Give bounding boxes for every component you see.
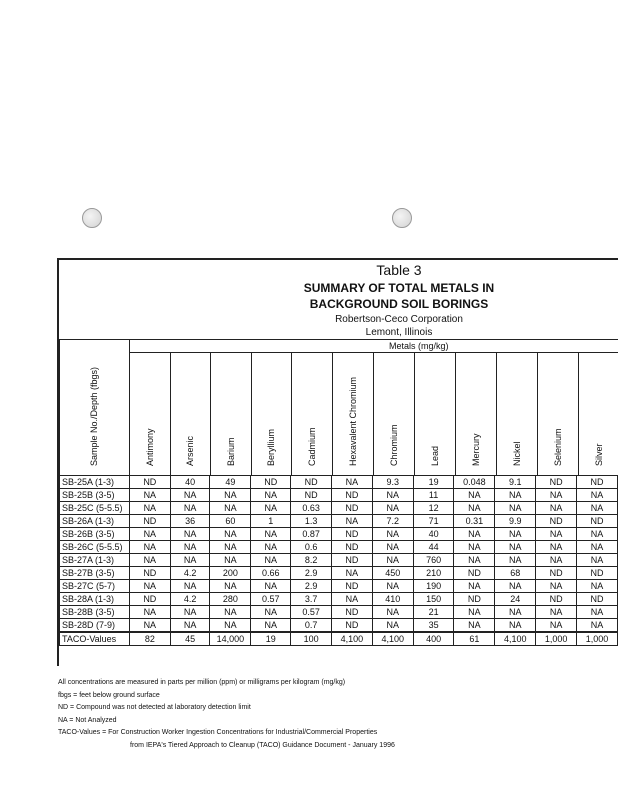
value-cell: 9.1 <box>495 476 536 489</box>
column-header-barium <box>224 356 238 466</box>
value-cell: NA <box>210 541 251 554</box>
header-column-divider <box>537 353 538 475</box>
value-cell: 100 <box>291 632 332 646</box>
sample-id-cell: SB-28D (7-9) <box>60 619 130 633</box>
table-title-line1: SUMMARY OF TOTAL METALS IN <box>303 281 495 295</box>
value-cell: 8.2 <box>291 554 332 567</box>
value-cell: 0.6 <box>291 541 332 554</box>
value-cell: 0.7 <box>291 619 332 633</box>
value-cell: 0.57 <box>291 606 332 619</box>
column-header-antimony <box>143 356 157 466</box>
value-cell: NA <box>129 554 170 567</box>
value-cell: NA <box>454 554 495 567</box>
value-cell: NA <box>577 619 618 633</box>
note-taco: TACO-Values = For Construction Worker Ingestion Concentrations for Industrial/Commercial Properties <box>58 729 378 736</box>
value-cell: NA <box>536 580 577 593</box>
value-cell: 68 <box>495 567 536 580</box>
header-column-divider <box>455 353 456 475</box>
header-column-divider <box>129 340 130 475</box>
value-cell: NA <box>454 489 495 502</box>
value-cell: 280 <box>210 593 251 606</box>
value-cell: 14,000 <box>210 632 251 646</box>
column-header-lead <box>428 356 442 466</box>
value-cell: ND <box>291 476 332 489</box>
column-header-label: Nickel <box>511 441 522 466</box>
value-cell: 71 <box>413 515 454 528</box>
sample-id-cell: SB-25A (1-3) <box>60 476 130 489</box>
value-cell: NA <box>210 489 251 502</box>
value-cell: NA <box>536 528 577 541</box>
value-cell: NA <box>210 554 251 567</box>
header-column-divider <box>373 353 374 475</box>
column-header-chromium <box>387 356 401 466</box>
value-cell: NA <box>210 580 251 593</box>
column-header-label: Barium <box>225 437 236 466</box>
value-cell: 40 <box>413 528 454 541</box>
sample-id-cell: SB-27B (3-5) <box>60 567 130 580</box>
value-cell: ND <box>536 567 577 580</box>
value-cell: NA <box>251 554 291 567</box>
column-header-label: Hexavalent Chromium <box>347 376 358 466</box>
value-cell: 4,100 <box>372 632 413 646</box>
value-cell: NA <box>129 541 170 554</box>
value-cell: 35 <box>413 619 454 633</box>
value-cell: NA <box>372 502 413 515</box>
value-cell: ND <box>577 476 618 489</box>
value-cell: ND <box>577 593 618 606</box>
value-cell: ND <box>129 515 170 528</box>
header-column-divider <box>496 353 497 475</box>
value-cell: NA <box>577 580 618 593</box>
value-cell: NA <box>251 502 291 515</box>
value-cell: ND <box>332 619 373 633</box>
metals-table <box>59 475 618 646</box>
value-cell: 0.87 <box>291 528 332 541</box>
value-cell: NA <box>332 476 373 489</box>
value-cell: ND <box>332 489 373 502</box>
sample-id-cell: SB-28A (1-3) <box>60 593 130 606</box>
value-cell: NA <box>454 619 495 633</box>
value-cell: 2.9 <box>291 567 332 580</box>
value-cell: 3.7 <box>291 593 332 606</box>
value-cell: NA <box>251 619 291 633</box>
column-header-label: Mercury <box>470 433 481 466</box>
column-header-sample <box>87 346 101 466</box>
column-header-label: Antimony <box>144 428 155 466</box>
value-cell: NA <box>129 580 170 593</box>
value-cell: ND <box>251 476 291 489</box>
value-cell: NA <box>495 489 536 502</box>
table-sheet <box>57 258 618 666</box>
table-row <box>60 554 618 567</box>
value-cell: NA <box>577 528 618 541</box>
value-cell: 7.2 <box>372 515 413 528</box>
value-cell: 1 <box>251 515 291 528</box>
sample-id-cell: SB-28B (3-5) <box>60 606 130 619</box>
value-cell: NA <box>170 580 210 593</box>
value-cell: NA <box>536 502 577 515</box>
value-cell: 4,100 <box>495 632 536 646</box>
value-cell: NA <box>251 606 291 619</box>
header-column-divider <box>210 353 211 475</box>
value-cell: 24 <box>495 593 536 606</box>
value-cell: NA <box>210 502 251 515</box>
value-cell: 200 <box>210 567 251 580</box>
value-cell: NA <box>170 619 210 633</box>
value-cell: NA <box>454 502 495 515</box>
value-cell: 4,100 <box>332 632 373 646</box>
value-cell: ND <box>332 554 373 567</box>
value-cell: NA <box>170 502 210 515</box>
value-cell: 1.3 <box>291 515 332 528</box>
value-cell: NA <box>372 554 413 567</box>
value-cell: NA <box>129 606 170 619</box>
value-cell: 150 <box>413 593 454 606</box>
company-name: Robertson-Ceco Corporation <box>335 314 463 325</box>
value-cell: NA <box>372 606 413 619</box>
value-cell: NA <box>577 502 618 515</box>
value-cell: 4.2 <box>170 593 210 606</box>
sample-id-cell: SB-26B (3-5) <box>60 528 130 541</box>
value-cell: NA <box>536 619 577 633</box>
value-cell: ND <box>129 593 170 606</box>
header-divider <box>59 339 618 340</box>
value-cell: 11 <box>413 489 454 502</box>
value-cell: NA <box>251 528 291 541</box>
value-cell: 0.048 <box>454 476 495 489</box>
column-header-label: Lead <box>429 445 440 466</box>
sample-id-cell: SB-27C (5-7) <box>60 580 130 593</box>
value-cell: NA <box>170 541 210 554</box>
value-cell: ND <box>577 567 618 580</box>
note-units: All concentrations are measured in parts per million (ppm) or milligrams per kilogram (mg/kg) <box>58 679 346 686</box>
value-cell: NA <box>129 528 170 541</box>
sample-id-cell: SB-26A (1-3) <box>60 515 130 528</box>
value-cell: 61 <box>454 632 495 646</box>
value-cell: NA <box>210 619 251 633</box>
table-row <box>60 502 618 515</box>
value-cell: NA <box>536 489 577 502</box>
value-cell: 0.31 <box>454 515 495 528</box>
value-cell: NA <box>170 489 210 502</box>
value-cell: 9.9 <box>495 515 536 528</box>
column-header-nickel <box>510 356 524 466</box>
value-cell: NA <box>210 606 251 619</box>
table-notes <box>58 677 395 752</box>
value-cell: ND <box>536 593 577 606</box>
value-cell: NA <box>577 489 618 502</box>
value-cell: NA <box>495 619 536 633</box>
value-cell: NA <box>372 619 413 633</box>
value-cell: 450 <box>372 567 413 580</box>
value-cell: 4.2 <box>170 567 210 580</box>
column-header-label: Silver <box>593 443 604 466</box>
value-cell: NA <box>577 606 618 619</box>
value-cell: NA <box>332 515 373 528</box>
value-cell: 60 <box>210 515 251 528</box>
value-cell: NA <box>170 554 210 567</box>
table-row <box>60 541 618 554</box>
column-header-beryllium <box>264 356 278 466</box>
column-header-mercury <box>469 356 483 466</box>
note-nd: ND = Compound was not detected at laboratory detection limit <box>58 704 251 711</box>
sample-id-cell: SB-25C (5-5.5) <box>60 502 130 515</box>
value-cell: NA <box>454 580 495 593</box>
value-cell: 0.63 <box>291 502 332 515</box>
value-cell: NA <box>495 541 536 554</box>
value-cell: 0.57 <box>251 593 291 606</box>
value-cell: NA <box>495 606 536 619</box>
taco-values-row <box>60 632 618 646</box>
metals-group-label: Metals (mg/kg) <box>389 341 449 351</box>
value-cell: 49 <box>210 476 251 489</box>
column-header-arsenic <box>183 356 197 466</box>
value-cell: 19 <box>413 476 454 489</box>
column-header-label: Arsenic <box>185 435 195 466</box>
value-cell: ND <box>454 593 495 606</box>
value-cell: NA <box>129 619 170 633</box>
column-header-hexavalent-chromium <box>346 356 360 466</box>
value-cell: 0.66 <box>251 567 291 580</box>
column-header-label: Selenium <box>552 428 563 466</box>
value-cell: NA <box>495 580 536 593</box>
value-cell: ND <box>129 476 170 489</box>
value-cell: NA <box>495 554 536 567</box>
value-cell: ND <box>332 580 373 593</box>
value-cell: ND <box>536 515 577 528</box>
note-na: NA = Not Analyzed <box>58 716 117 724</box>
value-cell: 9.3 <box>372 476 413 489</box>
value-cell: 210 <box>413 567 454 580</box>
header-column-divider <box>414 353 415 475</box>
value-cell: 82 <box>129 632 170 646</box>
value-cell: NA <box>170 606 210 619</box>
value-cell: 36 <box>170 515 210 528</box>
value-cell: NA <box>332 567 373 580</box>
value-cell: NA <box>536 606 577 619</box>
value-cell: NA <box>332 593 373 606</box>
header-column-divider <box>170 353 171 475</box>
value-cell: NA <box>170 528 210 541</box>
header-column-divider <box>291 353 292 475</box>
value-cell: ND <box>332 502 373 515</box>
column-header-silver <box>592 356 606 466</box>
value-cell: 45 <box>170 632 210 646</box>
column-header-label: Cadmium <box>306 427 317 466</box>
value-cell: ND <box>332 606 373 619</box>
value-cell: 44 <box>413 541 454 554</box>
binder-hole-right <box>392 208 412 228</box>
value-cell: 12 <box>413 502 454 515</box>
note-taco-source: from IEPA's Tiered Approach to Cleanup (TACO) Guidance Document - January 1996 <box>130 741 395 749</box>
value-cell: 1,000 <box>536 632 577 646</box>
value-cell: NA <box>454 528 495 541</box>
table-row <box>60 489 618 502</box>
value-cell: NA <box>372 580 413 593</box>
value-cell: NA <box>129 489 170 502</box>
value-cell: NA <box>251 489 291 502</box>
header-column-divider <box>578 353 579 475</box>
value-cell: NA <box>536 541 577 554</box>
value-cell: NA <box>129 502 170 515</box>
value-cell: ND <box>332 528 373 541</box>
column-header-cadmium <box>305 356 319 466</box>
header-column-divider <box>332 353 333 475</box>
value-cell: NA <box>251 541 291 554</box>
value-cell: ND <box>454 567 495 580</box>
column-header-selenium <box>551 356 565 466</box>
value-cell: ND <box>332 541 373 554</box>
sample-id-cell: SB-25B (3-5) <box>60 489 130 502</box>
site-location: Lemont, Illinois <box>365 327 433 338</box>
value-cell: NA <box>372 541 413 554</box>
table-row <box>60 515 618 528</box>
value-cell: NA <box>577 554 618 567</box>
sample-id-cell: TACO-Values <box>60 632 130 646</box>
value-cell: NA <box>372 489 413 502</box>
header-column-divider <box>251 353 252 475</box>
table-title-line2: BACKGROUND SOIL BORINGS <box>309 297 489 311</box>
value-cell: NA <box>372 528 413 541</box>
value-cell: NA <box>495 502 536 515</box>
column-header-label: Chromium <box>388 424 399 466</box>
value-cell: NA <box>577 541 618 554</box>
value-cell: 760 <box>413 554 454 567</box>
table-row <box>60 619 618 633</box>
column-header-label: Sample No./Depth (fbgs) <box>89 366 99 466</box>
value-cell: 410 <box>372 593 413 606</box>
value-cell: NA <box>251 580 291 593</box>
sample-id-cell: SB-27A (1-3) <box>60 554 130 567</box>
sample-id-cell: SB-26C (5-5.5) <box>60 541 130 554</box>
table-row <box>60 528 618 541</box>
value-cell: ND <box>577 515 618 528</box>
table-header <box>59 260 618 340</box>
value-cell: 1,000 <box>577 632 618 646</box>
value-cell: NA <box>454 606 495 619</box>
value-cell: 19 <box>251 632 291 646</box>
value-cell: ND <box>536 476 577 489</box>
value-cell: NA <box>210 528 251 541</box>
table-row <box>60 606 618 619</box>
table-row <box>60 476 618 489</box>
value-cell: 190 <box>413 580 454 593</box>
table-row <box>60 580 618 593</box>
value-cell: NA <box>495 528 536 541</box>
value-cell: 400 <box>413 632 454 646</box>
value-cell: 21 <box>413 606 454 619</box>
value-cell: NA <box>454 541 495 554</box>
table-row <box>60 567 618 580</box>
binder-hole-left <box>82 208 102 228</box>
value-cell: NA <box>536 554 577 567</box>
note-fbgs: fbgs = feet below ground surface <box>58 691 160 699</box>
value-cell: 40 <box>170 476 210 489</box>
value-cell: 2.9 <box>291 580 332 593</box>
column-header-label: Beryllium <box>266 428 276 466</box>
header-column-divider <box>59 340 60 475</box>
value-cell: ND <box>129 567 170 580</box>
table-number: Table 3 <box>376 262 422 278</box>
value-cell: ND <box>291 489 332 502</box>
table-row <box>60 593 618 606</box>
